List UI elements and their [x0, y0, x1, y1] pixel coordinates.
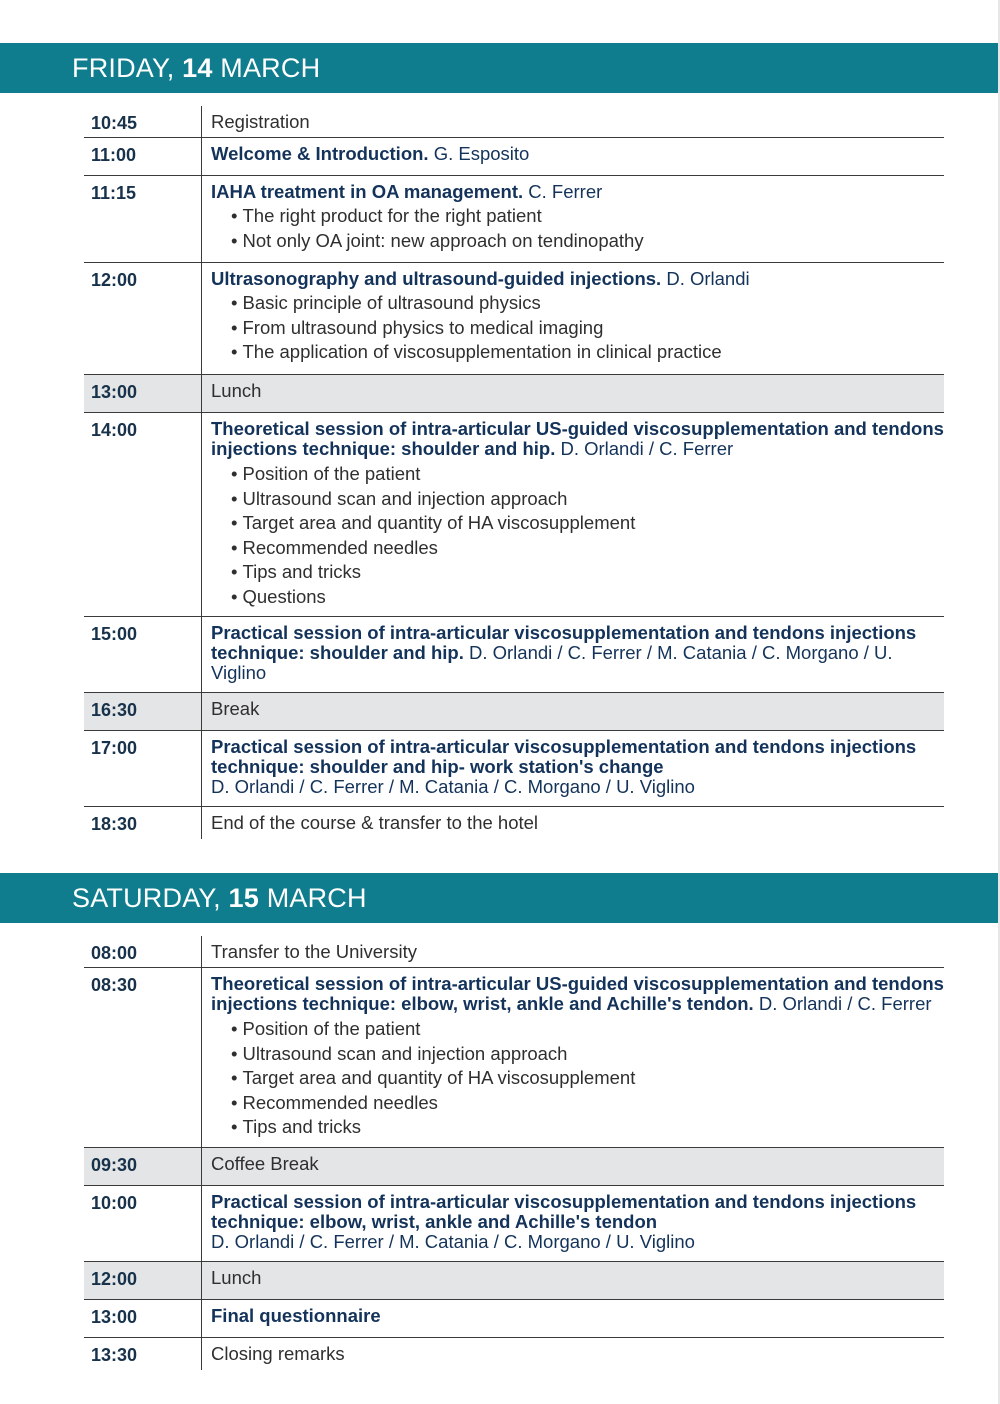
- bullet-item: • Recommended needles: [231, 1091, 944, 1116]
- bullet-item: • Recommended needles: [231, 536, 944, 561]
- row-time: 10:45: [84, 106, 202, 137]
- bullet-item: • Tips and tricks: [231, 560, 944, 585]
- row-title: Practical session of intra-articular viscosupplementation and tendons injections technique: shoulder and hip- work station's change: [211, 736, 917, 777]
- row-text: Transfer to the University: [211, 941, 417, 962]
- schedule-row: [84, 968, 944, 1148]
- row-time: 12:00: [84, 1262, 202, 1299]
- row-text: Lunch: [211, 1267, 262, 1288]
- bullet-item: • Position of the patient: [231, 462, 944, 487]
- row-time: 09:30: [84, 1148, 202, 1185]
- day-header-saturday: [0, 873, 998, 923]
- day-name: FRIDAY,: [72, 53, 175, 83]
- row-speakers: D. Orlandi: [666, 268, 750, 289]
- row-bullets: [211, 204, 944, 253]
- row-text: Break: [211, 698, 260, 719]
- schedule-row: [84, 263, 944, 375]
- schedule-row: [84, 1148, 944, 1186]
- row-time: 13:00: [84, 1300, 202, 1337]
- row-speakers: G. Esposito: [433, 143, 530, 164]
- row-time: 13:30: [84, 1338, 202, 1370]
- day-month: MARCH: [266, 883, 367, 913]
- schedule-row: [84, 1186, 944, 1262]
- row-speakers: D. Orlandi / C. Ferrer: [758, 993, 932, 1014]
- row-text: Lunch: [211, 380, 262, 401]
- schedule-row: [84, 731, 944, 807]
- schedule-row: [84, 375, 944, 413]
- bullet-item: • The application of viscosupplementation in clinical practice: [231, 340, 944, 365]
- row-time: 11:15: [84, 176, 202, 262]
- schedule-row: [84, 106, 944, 138]
- row-time: 10:00: [84, 1186, 202, 1261]
- bullet-item: • Questions: [231, 585, 944, 610]
- row-speakers: D. Orlandi / C. Ferrer: [560, 438, 734, 459]
- row-time: 14:00: [84, 413, 202, 616]
- schedule-row: [84, 1338, 944, 1370]
- bullet-item: • Tips and tricks: [231, 1115, 944, 1140]
- day-number: 15: [228, 883, 259, 913]
- row-time: 08:00: [84, 936, 202, 967]
- bullet-item: • Ultrasound scan and injection approach: [231, 487, 944, 512]
- bullet-item: • Basic principle of ultrasound physics: [231, 291, 944, 316]
- row-speakers: D. Orlandi / C. Ferrer / M. Catania / C. Morgano / U. Viglino: [211, 1231, 695, 1252]
- day-name: SATURDAY,: [72, 883, 221, 913]
- row-title: IAHA treatment in OA management.: [211, 181, 524, 202]
- row-title: Welcome & Introduction.: [211, 143, 429, 164]
- row-time: 16:30: [84, 693, 202, 730]
- row-time: 13:00: [84, 375, 202, 412]
- row-time: 17:00: [84, 731, 202, 806]
- row-time: 12:00: [84, 263, 202, 374]
- row-bullets: [211, 1017, 944, 1140]
- row-speakers: C. Ferrer: [528, 181, 603, 202]
- row-text: Closing remarks: [211, 1343, 345, 1364]
- row-text: End of the course & transfer to the hotel: [211, 812, 539, 833]
- row-time: 11:00: [84, 138, 202, 175]
- row-bullets: [211, 291, 944, 365]
- schedule-row: [84, 413, 944, 617]
- schedule-row: [84, 693, 944, 731]
- row-title: Final questionnaire: [211, 1305, 381, 1326]
- bullet-item: • Target area and quantity of HA viscosupplement: [231, 1066, 944, 1091]
- bullet-item: • From ultrasound physics to medical imaging: [231, 316, 944, 341]
- row-text: Registration: [211, 111, 310, 132]
- schedule-row: [84, 138, 944, 176]
- row-time: 08:30: [84, 968, 202, 1147]
- schedule-row: [84, 807, 944, 839]
- row-title: Ultrasonography and ultrasound-guided injections.: [211, 268, 662, 289]
- bullet-item: • Target area and quantity of HA viscosupplement: [231, 511, 944, 536]
- schedule-row: [84, 936, 944, 968]
- bullet-item: • Ultrasound scan and injection approach: [231, 1042, 944, 1067]
- row-title: Practical session of intra-articular viscosupplementation and tendons injections technique: elbow, wrist, ankle and Achille's tendon: [211, 1191, 917, 1232]
- schedule-row: [84, 617, 944, 693]
- row-time: 18:30: [84, 807, 202, 839]
- schedule-row: [84, 176, 944, 263]
- day-header-friday: [0, 43, 998, 93]
- bullet-item: • The right product for the right patient: [231, 204, 944, 229]
- row-title: Theoretical session of intra-articular US-guided viscosupplementation and tendons injections technique: elbow, wrist, ankle and Achille's tendon.: [211, 973, 944, 1014]
- schedule-row: [84, 1262, 944, 1300]
- schedule-row: [84, 1300, 944, 1338]
- bullet-item: • Position of the patient: [231, 1017, 944, 1042]
- row-title: Practical session of intra-articular viscosupplementation and tendons injections technique: shoulder and hip.: [211, 622, 917, 663]
- row-bullets: [211, 462, 944, 609]
- day-month: MARCH: [220, 53, 321, 83]
- row-title: Theoretical session of intra-articular US-guided viscosupplementation and tendons injections technique: shoulder and hip.: [211, 418, 944, 459]
- schedule-table-friday: [84, 106, 944, 839]
- row-speakers: D. Orlandi / C. Ferrer / M. Catania / C. Morgano / U. Viglino: [211, 776, 695, 797]
- bullet-item: • Not only OA joint: new approach on tendinopathy: [231, 229, 944, 254]
- row-text: Coffee Break: [211, 1153, 319, 1174]
- row-time: 15:00: [84, 617, 202, 692]
- day-number: 14: [182, 53, 213, 83]
- schedule-table-saturday: [84, 936, 944, 1370]
- row-speakers: D. Orlandi / C. Ferrer / M. Catania / C. Morgano / U. Viglino: [211, 642, 893, 683]
